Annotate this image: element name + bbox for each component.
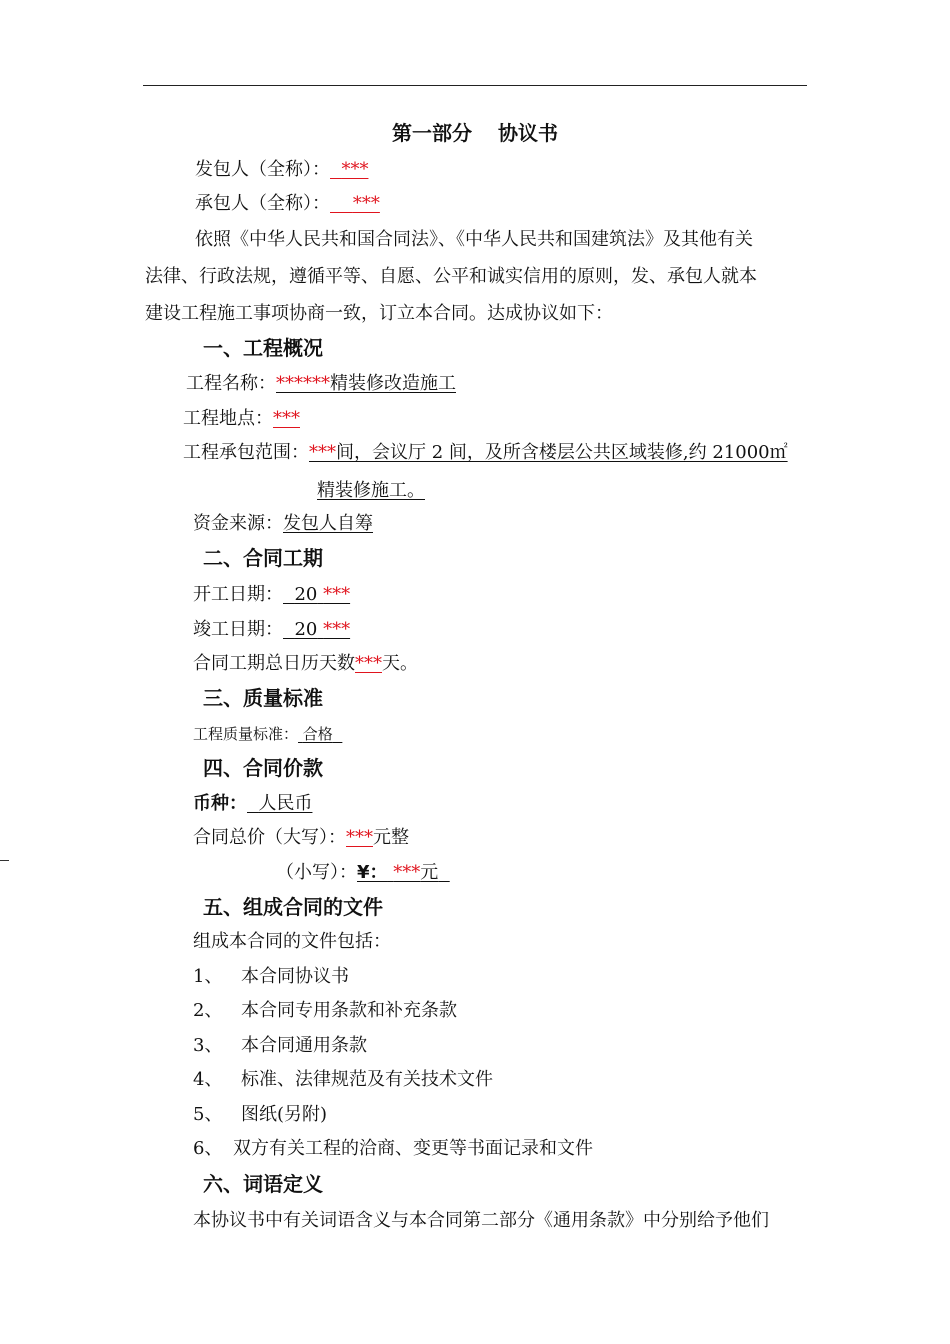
project-scope-line-2: 精装修施工。 bbox=[317, 480, 425, 501]
end-date-value: 20 *** bbox=[294, 619, 351, 640]
total-days-line: 合同工期总日历天数***天。 bbox=[193, 653, 418, 674]
total-price-small-line bbox=[276, 861, 450, 885]
section-4-heading: 四、合同价款 bbox=[203, 756, 323, 780]
start-date-value: 20 *** bbox=[294, 584, 351, 605]
list-item: 5、 图纸(另附) bbox=[193, 1104, 328, 1125]
page-title bbox=[0, 120, 950, 146]
employer-label: 发包人（全称）： bbox=[195, 159, 330, 180]
title-part: 第一部分 bbox=[392, 121, 472, 145]
intro-line-3: 建设工程施工事项协商一致，订立本合同。达成协议如下： bbox=[145, 303, 613, 324]
intro-line-1: 依照《中华人民共和国合同法》、《中华人民共和国建筑法》及其他有关 bbox=[195, 229, 753, 250]
employer-value: *** bbox=[341, 159, 369, 180]
total-price-small-label: （小写）： bbox=[276, 862, 357, 883]
contractor-line bbox=[195, 192, 380, 216]
start-date-line bbox=[193, 583, 350, 607]
project-scope-label: 工程承包范围： bbox=[183, 442, 309, 463]
list-item: 2、 本合同专用条款和补充条款 bbox=[193, 1000, 457, 1021]
project-scope-line bbox=[183, 441, 788, 465]
project-location-label: 工程地点： bbox=[183, 408, 273, 429]
project-name-label: 工程名称： bbox=[186, 373, 276, 394]
quality-line bbox=[193, 722, 342, 746]
employer-line bbox=[195, 158, 368, 182]
end-date-label: 竣工日期： bbox=[193, 619, 283, 640]
total-price-small-value: ¥： ***元 bbox=[357, 862, 439, 883]
start-date-label: 开工日期： bbox=[193, 584, 283, 605]
project-name-value: ******精装修改造施工 bbox=[276, 373, 456, 394]
list-item: 6、 双方有关工程的洽商、变更等书面记录和文件 bbox=[193, 1138, 593, 1159]
funding-label: 资金来源： bbox=[193, 513, 283, 534]
section-3-heading: 三、质量标准 bbox=[203, 686, 323, 710]
total-price-line: 合同总价（大写）：***元整 bbox=[193, 827, 409, 848]
list-item: 3、 本合同通用条款 bbox=[193, 1035, 367, 1056]
total-days-value: *** bbox=[355, 653, 382, 674]
project-name-line bbox=[186, 372, 456, 396]
quality-label: 工程质量标准： bbox=[193, 725, 299, 743]
contractor-value: *** bbox=[352, 193, 380, 214]
funding-line bbox=[193, 512, 373, 536]
title-name: 协议书 bbox=[498, 121, 558, 145]
contractor-label: 承包人（全称）： bbox=[195, 193, 330, 214]
currency-label: 币种： bbox=[193, 793, 247, 814]
funding-value: 发包人自筹 bbox=[283, 513, 373, 534]
quality-value: 合格 bbox=[302, 725, 333, 743]
section-2-heading: 二、合同工期 bbox=[203, 546, 323, 570]
section-5-heading: 五、组成合同的文件 bbox=[203, 895, 383, 919]
documents-lead: 组成本合同的文件包括： bbox=[193, 931, 391, 952]
list-item: 4、 标准、法律规范及有关技术文件 bbox=[193, 1069, 493, 1090]
end-date-line bbox=[193, 618, 350, 642]
currency-line bbox=[193, 792, 312, 816]
project-scope-value: ***间，会议厅 2 间，及所含楼层公共区域装修,约 21000㎡ bbox=[309, 442, 788, 463]
section-1-heading: 一、工程概况 bbox=[203, 336, 323, 360]
total-price-value: *** bbox=[346, 827, 373, 848]
intro-line-2: 法律、行政法规，遵循平等、自愿、公平和诚实信用的原则，发、承包人就本 bbox=[145, 266, 757, 287]
currency-value: 人民币 bbox=[258, 793, 313, 814]
header-rule bbox=[143, 85, 807, 86]
definitions-text: 本协议书中有关词语含义与本合同第二部分《通用条款》中分别给予他们 bbox=[193, 1210, 769, 1231]
project-location-line bbox=[183, 407, 300, 431]
section-6-heading: 六、词语定义 bbox=[203, 1172, 323, 1196]
total-price-label: 合同总价（大写）： bbox=[193, 827, 346, 848]
list-item: 1、 本合同协议书 bbox=[193, 966, 349, 987]
edge-mark bbox=[0, 860, 9, 861]
project-location-value: *** bbox=[273, 408, 300, 429]
